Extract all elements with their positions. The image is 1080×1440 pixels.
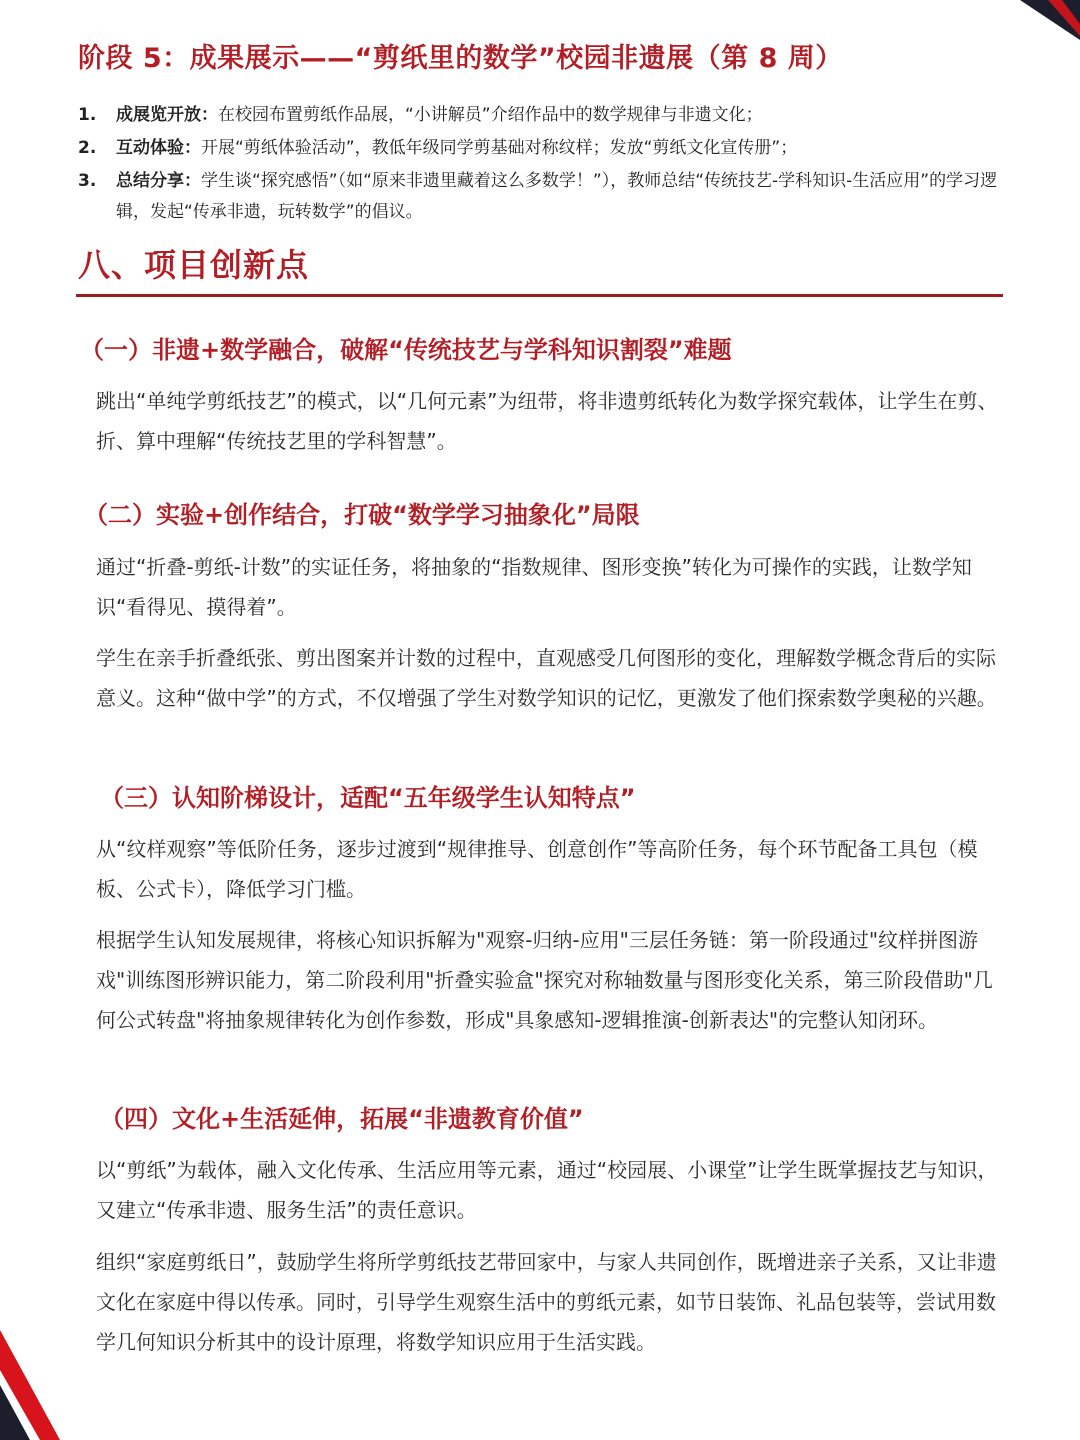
list-term: 成展览开放： bbox=[116, 105, 218, 125]
list-term: 互动体验： bbox=[116, 138, 201, 158]
paragraph: 组织“家庭剪纸日”，鼓励学生将所学剪纸技艺带回家中，与家人共同创作，既增进亲子关系，又让非遗文化在家庭中得以传承。同时，引导学生观察生活中的剪纸元素，如节日装饰、礼品包装等，尝试用数学几何知识分析其中的设计原理，将数学知识应用于生活实践。 bbox=[96, 1250, 997, 1354]
stage-list-item bbox=[78, 166, 1018, 228]
list-text: 在校园布置剪纸作品展，“小讲解员”介绍作品中的数学规律与非遗文化； bbox=[218, 105, 763, 125]
stage-list bbox=[78, 100, 1018, 230]
paragraph: 根据学生认知发展规律，将核心知识拆解为"观察-归纳-应用"三层任务链：第一阶段通过"纹样拼图游戏"训练图形辨识能力，第二阶段利用"折叠实验盒"探究对称轴数量与图形变化关系，第三阶段借助"几何公式转盘"将抽象规律转化为创作参数，形成"具象感知-逻辑推演-创新表达"的完整认知闭环。 bbox=[96, 928, 993, 1032]
stage-list-item bbox=[78, 100, 1018, 131]
paragraph: 通过“折叠-剪纸-计数”的实证任务，将抽象的“指数规律、图形变换”转化为可操作的实践，让数学知识“看得见、摸得着”。 bbox=[96, 555, 972, 619]
paragraph: 跳出“单纯学剪纸技艺”的模式，以“几何元素”为纽带，将非遗剪纸转化为数学探究载体，让学生在剪、折、算中理解“传统技艺里的学科智慧”。 bbox=[96, 389, 998, 453]
subsection-title-4: （四）文化+生活延伸，拓展“非遗教育价值” bbox=[100, 1105, 584, 1133]
list-text: 学生谈“探究感悟”（如“原来非遗里藏着这么多数学！”），教师总结“传统技艺-学科知识-生活应用”的学习逻辑，发起“传承非遗，玩转数学”的倡议。 bbox=[116, 171, 998, 222]
subsection-title-3: （三）认知阶梯设计，适配“五年级学生认知特点” bbox=[100, 784, 636, 812]
subsection-title-2: （二）实验+创作结合，打破“数学学习抽象化”局限 bbox=[84, 501, 640, 529]
list-number: 3. bbox=[78, 171, 97, 191]
list-text: 开展“剪纸体验活动”，教低年级同学剪基础对称纹样；发放“剪纸文化宣传册”； bbox=[201, 138, 798, 158]
paragraph: 学生在亲手折叠纸张、剪出图案并计数的过程中，直观感受几何图形的变化，理解数学概念背后的实际意义。这种“做中学”的方式，不仅增强了学生对数学知识的记忆，更激发了他们探索数学奥秘的兴趣。 bbox=[96, 646, 997, 710]
section-title: 八、项目创新点 bbox=[78, 246, 310, 284]
list-number: 1. bbox=[78, 105, 97, 125]
stage-list-item bbox=[78, 133, 1018, 164]
list-term: 总结分享： bbox=[116, 171, 201, 191]
paragraph: 从“纹样观察”等低阶任务，逐步过渡到“规律推导、创意创作”等高阶任务，每个环节配备工具包（模板、公式卡），降低学习门槛。 bbox=[96, 837, 978, 901]
subsection-title-1: （一）非遗+数学融合，破解“传统技艺与学科知识割裂”难题 bbox=[80, 336, 732, 364]
stage-title: 阶段 5：成果展示——“剪纸里的数学”校园非遗展（第 8 周） bbox=[78, 43, 843, 74]
section-divider bbox=[76, 294, 1003, 297]
list-number: 2. bbox=[78, 138, 97, 158]
paragraph: 以“剪纸”为载体，融入文化传承、生活应用等元素，通过“校园展、小课堂”让学生既掌握技艺与知识，又建立“传承非遗、服务生活”的责任意识。 bbox=[96, 1158, 998, 1222]
